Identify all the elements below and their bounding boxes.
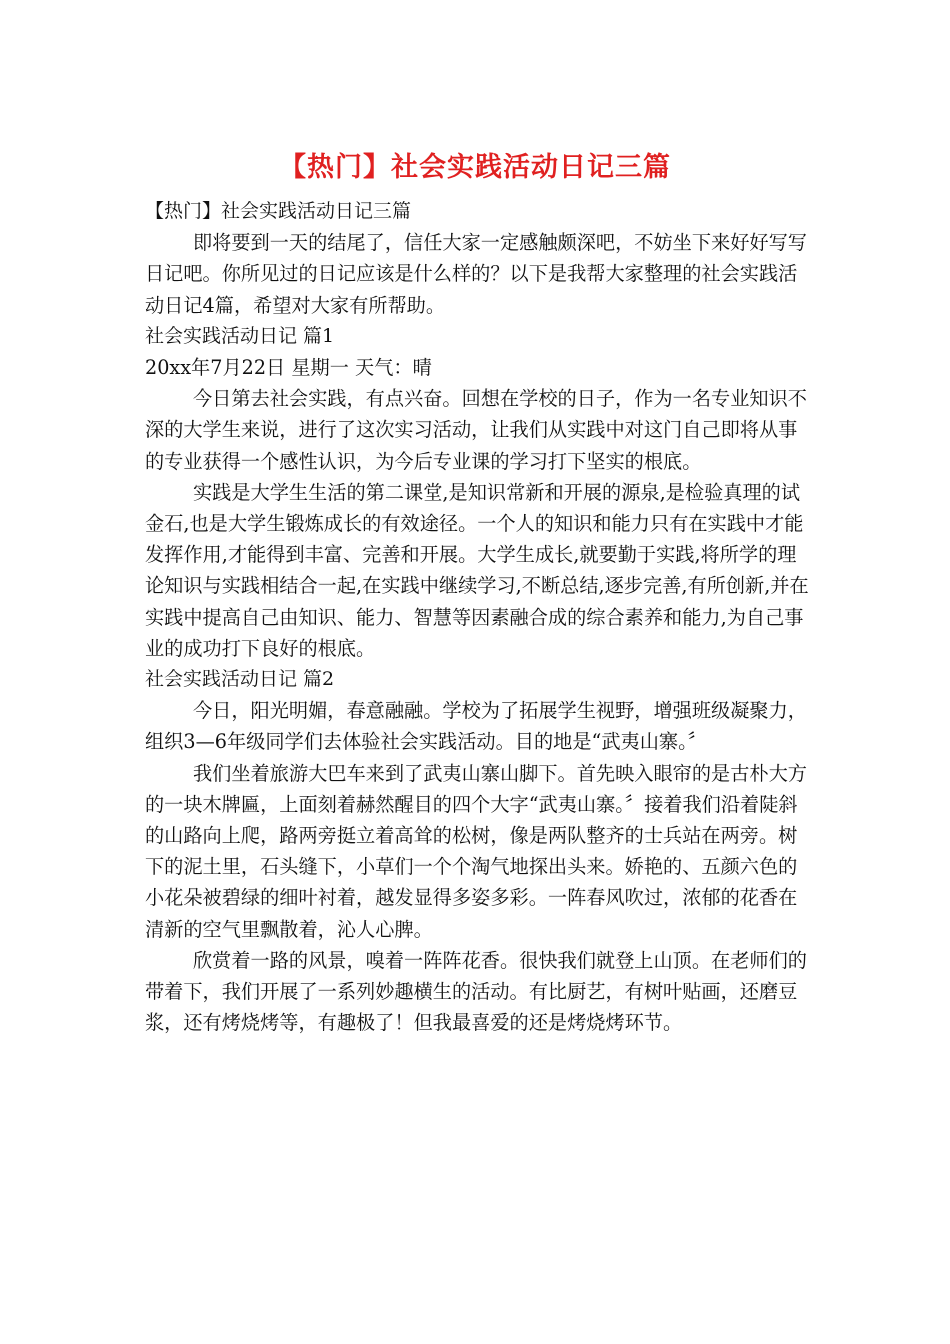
intro-paragraph: 即将要到一天的结尾了，信任大家一定感触颇深吧，不妨坐下来好好写写日记吧。你所见过的日记应该是什么样的？以下是我帮大家整理的社会实践活动日记4篇，希望对大家有所帮助。 <box>145 231 807 317</box>
document-body <box>145 196 813 1038</box>
paragraph: 实践是大学生生活的第二课堂,是知识常新和开展的源泉,是检验真理的试金石,也是大学生锻炼成长的有效途径。一个人的知识和能力只有在实践中才能发挥作用,才能得到丰富、完善和开展。大学生成长,就要勤于实践,将所学的理论知识与实践相结合一起,在实践中继续学习,不断总结,逐步完善,有所创新,并在实践中提高自己由知识、能力、智慧等因素融合成的综合素养和能力,为自己事业的成功打下良好的根底。 <box>145 480 809 660</box>
document-subtitle: 【热门】社会实践活动日记三篇 <box>145 200 412 222</box>
document-title: 【热门】社会实践活动日记三篇 <box>279 152 671 183</box>
date-line: 20xx年7月22日 星期一 天气：晴 <box>145 356 432 380</box>
section-heading-2: 社会实践活动日记 篇2 <box>145 668 335 691</box>
paragraph: 我们坐着旅游大巴车来到了武夷山寨山脚下。首先映入眼帘的是古朴大方的一块木牌匾，上面刻着赫然醒目的四个大字“武夷山寨。〞接着我们沿着陡斜的山路向上爬，路两旁挺立着高耸的松树，像是两队整齐的士兵站在两旁。树下的泥土里，石头缝下，小草们一个个淘气地探出头来。娇艳的、五颜六色的小花朵被碧绿的细叶衬着，越发显得多姿多彩。一阵春风吹过，浓郁的花香在清新的空气里飘散着，沁人心脾。 <box>145 761 807 941</box>
paragraph: 欣赏着一路的风景，嗅着一阵阵花香。很快我们就登上山顶。在老师们的带着下，我们开展了一系列妙趣横生的活动。有比厨艺，有树叶贴画，还磨豆浆，还有烤烧烤等，有趣极了！但我最喜爱的还是烤烧烤环节。 <box>145 948 807 1035</box>
section-heading-1: 社会实践活动日记 篇1 <box>145 324 335 347</box>
paragraph: 今日第去社会实践，有点兴奋。回想在学校的日子，作为一名专业知识不深的大学生来说，进行了这次实习活动，让我们从实践中对这门自己即将从事的专业获得一个感性认识，为今后专业课的学习打下坚实的根底。 <box>145 387 807 473</box>
paragraph: 今日，阳光明媚，春意融融。学校为了拓展学生视野，增强班级凝聚力，组织3—6年级同学们去体验社会实践活动。目的地是“武夷山寨。〞 <box>145 699 807 754</box>
